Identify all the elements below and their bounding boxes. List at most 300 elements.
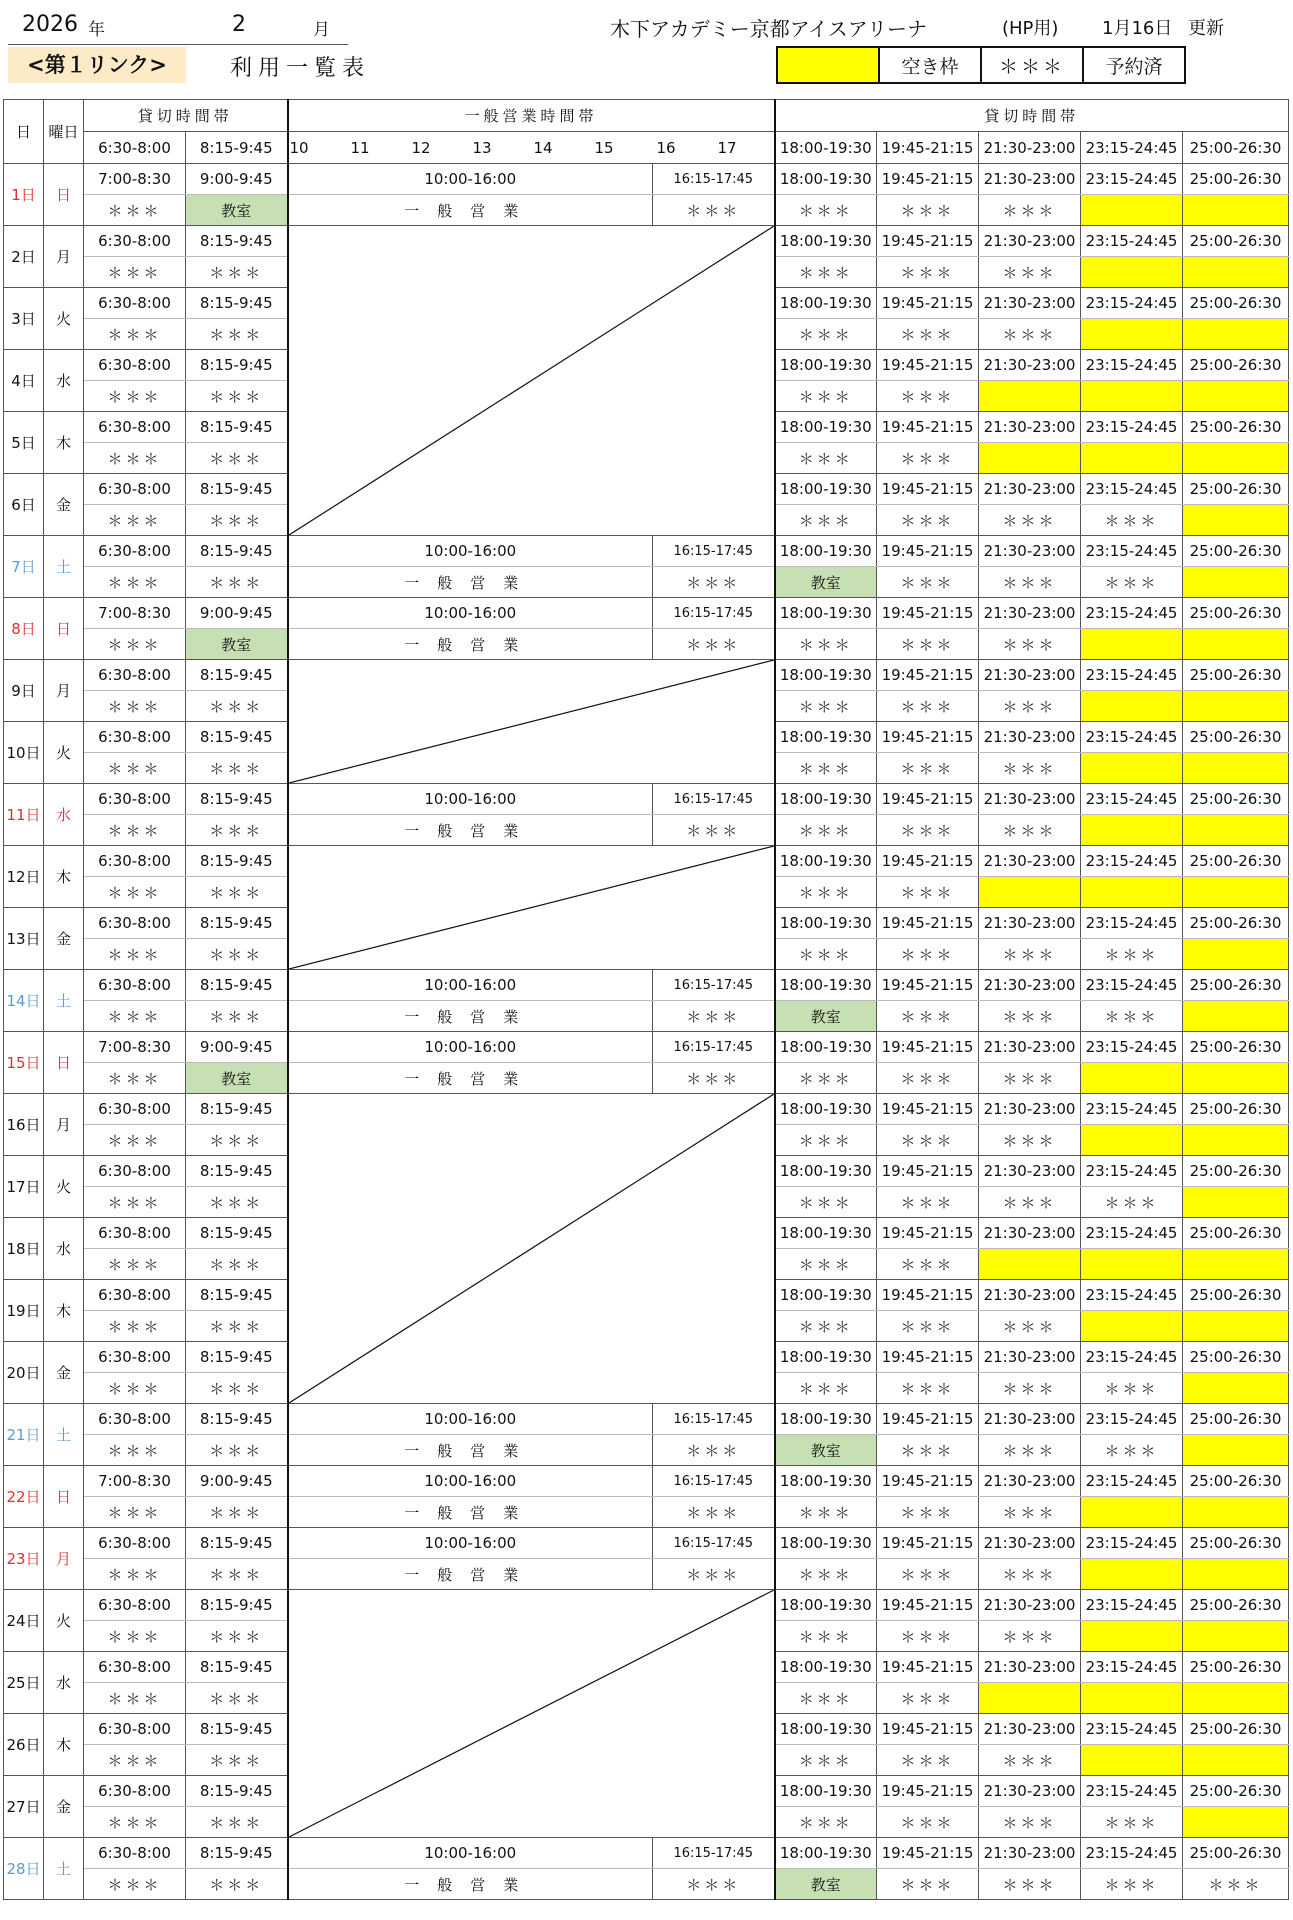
diagonal-line (289, 846, 774, 969)
reserved-slot: ＊＊＊ (186, 939, 288, 970)
evening-time: 25:00-26:30 (1183, 164, 1289, 195)
morning-time: 8:15-9:45 (186, 1776, 288, 1807)
evening-time: 23:15-24:45 (1081, 1838, 1183, 1869)
evening-time: 25:00-26:30 (1183, 722, 1289, 753)
reserved-slot: ＊＊＊ (84, 1621, 186, 1652)
closed-block (288, 660, 775, 784)
morning-time: 8:15-9:45 (186, 536, 288, 567)
empty-slot (1183, 815, 1289, 846)
empty-slot (1183, 567, 1289, 598)
closed-block (288, 1094, 775, 1404)
late-slot-time: 16:15-17:45 (653, 536, 775, 567)
col-evening-3: 21:30-23:00 (979, 132, 1081, 164)
ippan-label: 一般営業 (288, 1063, 653, 1094)
reserved-slot: ＊＊＊ (877, 939, 979, 970)
day-cell: 25日 (4, 1652, 44, 1714)
evening-time: 19:45-21:15 (877, 412, 979, 443)
ippan-label: 一般営業 (288, 815, 653, 846)
empty-slot (1183, 1683, 1289, 1714)
evening-time: 21:30-23:00 (979, 1218, 1081, 1249)
late-slot: ＊＊＊ (653, 815, 775, 846)
morning-time: 8:15-9:45 (186, 1714, 288, 1745)
evening-time: 18:00-19:30 (775, 846, 877, 877)
empty-slot (1081, 319, 1183, 350)
hour-tick: 15 (594, 139, 614, 157)
morning-time: 8:15-9:45 (186, 1280, 288, 1311)
empty-slot (1081, 877, 1183, 908)
evening-time: 19:45-21:15 (877, 1838, 979, 1869)
reserved-slot: ＊＊＊ (186, 877, 288, 908)
hour-tick: 14 (533, 139, 553, 157)
col-kashikiri-pm: 貸切時間帯 (775, 100, 1289, 132)
evening-time: 19:45-21:15 (877, 1280, 979, 1311)
reserved-slot: ＊＊＊ (877, 1001, 979, 1032)
evening-time: 19:45-21:15 (877, 350, 979, 381)
day-cell: 10日 (4, 722, 44, 784)
empty-slot (979, 1249, 1081, 1280)
morning-time: 6:30-8:00 (84, 1590, 186, 1621)
dow-cell: 月 (44, 226, 84, 288)
late-slot-time: 16:15-17:45 (653, 598, 775, 629)
morning-time: 6:30-8:00 (84, 1404, 186, 1435)
reserved-slot: ＊＊＊ (186, 1745, 288, 1776)
classroom-slot: 教室 (775, 567, 877, 598)
empty-slot (1183, 1125, 1289, 1156)
empty-slot (1183, 1497, 1289, 1528)
evening-time: 23:15-24:45 (1081, 598, 1183, 629)
evening-time: 19:45-21:15 (877, 908, 979, 939)
morning-time: 6:30-8:00 (84, 412, 186, 443)
reserved-slot: ＊＊＊ (979, 629, 1081, 660)
reserved-slot: ＊＊＊ (979, 939, 1081, 970)
empty-slot (1183, 319, 1289, 350)
evening-time: 23:15-24:45 (1081, 350, 1183, 381)
evening-time: 25:00-26:30 (1183, 1714, 1289, 1745)
ippan-label: 一般営業 (288, 1497, 653, 1528)
reserved-slot: ＊＊＊ (877, 815, 979, 846)
reserved-slot: ＊＊＊ (186, 1683, 288, 1714)
empty-slot (1081, 1745, 1183, 1776)
reserved-slot: ＊＊＊ (877, 1125, 979, 1156)
day-cell: 26日 (4, 1714, 44, 1776)
evening-time: 18:00-19:30 (775, 1342, 877, 1373)
ippan-time: 10:00-16:00 (288, 1404, 653, 1435)
morning-time: 8:15-9:45 (186, 350, 288, 381)
reserved-slot: ＊＊＊ (186, 691, 288, 722)
evening-time: 25:00-26:30 (1183, 660, 1289, 691)
evening-time: 21:30-23:00 (979, 1156, 1081, 1187)
late-slot-time: 16:15-17:45 (653, 1466, 775, 1497)
evening-time: 18:00-19:30 (775, 164, 877, 195)
morning-time: 6:30-8:00 (84, 474, 186, 505)
empty-slot (1081, 1063, 1183, 1094)
evening-time: 18:00-19:30 (775, 908, 877, 939)
reserved-slot: ＊＊＊ (877, 1745, 979, 1776)
day-cell: 9日 (4, 660, 44, 722)
evening-time: 23:15-24:45 (1081, 784, 1183, 815)
table-row (4, 1404, 1289, 1435)
table-row (4, 1435, 1289, 1466)
reserved-slot: ＊＊＊ (979, 1497, 1081, 1528)
morning-time: 9:00-9:45 (186, 598, 288, 629)
evening-time: 25:00-26:30 (1183, 350, 1289, 381)
reserved-slot: ＊＊＊ (877, 567, 979, 598)
evening-time: 25:00-26:30 (1183, 536, 1289, 567)
day-cell: 21日 (4, 1404, 44, 1466)
empty-slot (1183, 1373, 1289, 1404)
table-row (4, 1590, 1289, 1621)
evening-time: 18:00-19:30 (775, 1404, 877, 1435)
col-evening-1: 18:00-19:30 (775, 132, 877, 164)
empty-slot (1183, 1435, 1289, 1466)
ippan-time: 10:00-16:00 (288, 1528, 653, 1559)
reserved-slot: ＊＊＊ (84, 1063, 186, 1094)
evening-time: 18:00-19:30 (775, 1280, 877, 1311)
morning-time: 6:30-8:00 (84, 1714, 186, 1745)
day-cell: 22日 (4, 1466, 44, 1528)
table-row (4, 1869, 1289, 1900)
morning-time: 8:15-9:45 (186, 1838, 288, 1869)
morning-time: 8:15-9:45 (186, 1156, 288, 1187)
empty-slot (1183, 381, 1289, 412)
morning-time: 6:30-8:00 (84, 1156, 186, 1187)
reserved-slot: ＊＊＊ (186, 1187, 288, 1218)
empty-slot (1081, 815, 1183, 846)
dow-cell: 木 (44, 846, 84, 908)
morning-time: 8:15-9:45 (186, 226, 288, 257)
evening-time: 19:45-21:15 (877, 660, 979, 691)
dow-cell: 土 (44, 1404, 84, 1466)
evening-time: 23:15-24:45 (1081, 288, 1183, 319)
morning-time: 6:30-8:00 (84, 660, 186, 691)
reserved-slot: ＊＊＊ (775, 1807, 877, 1838)
reserved-slot: ＊＊＊ (775, 381, 877, 412)
reserved-slot: ＊＊＊ (877, 1063, 979, 1094)
evening-time: 23:15-24:45 (1081, 1528, 1183, 1559)
day-cell: 20日 (4, 1342, 44, 1404)
reserved-slot: ＊＊＊ (877, 381, 979, 412)
evening-time: 18:00-19:30 (775, 350, 877, 381)
reserved-slot: ＊＊＊ (979, 1001, 1081, 1032)
morning-time: 7:00-8:30 (84, 598, 186, 629)
reserved-slot: ＊＊＊ (186, 1373, 288, 1404)
late-slot-time: 16:15-17:45 (653, 784, 775, 815)
reserved-slot: ＊＊＊ (775, 1125, 877, 1156)
morning-time: 6:30-8:00 (84, 1218, 186, 1249)
morning-time: 8:15-9:45 (186, 474, 288, 505)
reserved-slot: ＊＊＊ (979, 505, 1081, 536)
empty-slot (1081, 1249, 1183, 1280)
morning-time: 8:15-9:45 (186, 1404, 288, 1435)
reserved-slot: ＊＊＊ (84, 1435, 186, 1466)
dow-cell: 日 (44, 598, 84, 660)
morning-time: 8:15-9:45 (186, 1652, 288, 1683)
evening-time: 23:15-24:45 (1081, 660, 1183, 691)
day-cell: 16日 (4, 1094, 44, 1156)
reserved-slot: ＊＊＊ (775, 1311, 877, 1342)
dow-cell: 日 (44, 1032, 84, 1094)
day-cell: 8日 (4, 598, 44, 660)
reserved-slot: ＊＊＊ (1081, 505, 1183, 536)
reserved-slot: ＊＊＊ (1081, 1373, 1183, 1404)
evening-time: 23:15-24:45 (1081, 1218, 1183, 1249)
evening-time: 19:45-21:15 (877, 288, 979, 319)
reserved-slot: ＊＊＊ (186, 1869, 288, 1900)
reserved-slot: ＊＊＊ (877, 1249, 979, 1280)
dow-cell: 火 (44, 1156, 84, 1218)
evening-time: 21:30-23:00 (979, 1652, 1081, 1683)
evening-time: 23:15-24:45 (1081, 1280, 1183, 1311)
reserved-slot: ＊＊＊ (979, 1125, 1081, 1156)
evening-time: 18:00-19:30 (775, 1590, 877, 1621)
reserved-slot: ＊＊＊ (979, 1807, 1081, 1838)
col-evening-4: 23:15-24:45 (1081, 132, 1183, 164)
evening-time: 23:15-24:45 (1081, 474, 1183, 505)
empty-slot (1183, 1745, 1289, 1776)
evening-time: 18:00-19:30 (775, 1714, 877, 1745)
classroom-slot: 教室 (775, 1435, 877, 1466)
morning-time: 6:30-8:00 (84, 1776, 186, 1807)
empty-slot (1183, 1311, 1289, 1342)
reserved-slot: ＊＊＊ (877, 1497, 979, 1528)
evening-time: 23:15-24:45 (1081, 1032, 1183, 1063)
empty-slot (1081, 381, 1183, 412)
legend (776, 46, 1186, 84)
evening-time: 18:00-19:30 (775, 1466, 877, 1497)
evening-time: 25:00-26:30 (1183, 1652, 1289, 1683)
ippan-time: 10:00-16:00 (288, 1032, 653, 1063)
ippan-label: 一般営業 (288, 1559, 653, 1590)
table-row (4, 1063, 1289, 1094)
evening-time: 21:30-23:00 (979, 1714, 1081, 1745)
evening-time: 21:30-23:00 (979, 164, 1081, 195)
reserved-slot: ＊＊＊ (1081, 1001, 1183, 1032)
schedule-table (3, 99, 1289, 1900)
morning-time: 6:30-8:00 (84, 288, 186, 319)
empty-slot (1081, 1683, 1183, 1714)
day-cell: 17日 (4, 1156, 44, 1218)
evening-time: 21:30-23:00 (979, 970, 1081, 1001)
day-cell: 28日 (4, 1838, 44, 1900)
ippan-time: 10:00-16:00 (288, 1838, 653, 1869)
evening-time: 18:00-19:30 (775, 226, 877, 257)
col-ippan: 一般営業時間帯 (288, 100, 775, 132)
dow-cell: 木 (44, 412, 84, 474)
reserved-slot: ＊＊＊ (186, 1311, 288, 1342)
late-slot: ＊＊＊ (653, 1869, 775, 1900)
morning-time: 8:15-9:45 (186, 1528, 288, 1559)
reserved-slot: ＊＊＊ (979, 753, 1081, 784)
reserved-slot: ＊＊＊ (979, 1621, 1081, 1652)
dow-cell: 火 (44, 288, 84, 350)
reserved-slot: ＊＊＊ (186, 1621, 288, 1652)
reserved-slot: ＊＊＊ (186, 1807, 288, 1838)
dow-cell: 水 (44, 1218, 84, 1280)
late-slot: ＊＊＊ (653, 1001, 775, 1032)
evening-time: 25:00-26:30 (1183, 412, 1289, 443)
evening-time: 18:00-19:30 (775, 784, 877, 815)
empty-slot (979, 877, 1081, 908)
reserved-slot: ＊＊＊ (1183, 1869, 1289, 1900)
col-dow: 曜日 (44, 100, 84, 164)
evening-time: 21:30-23:00 (979, 1838, 1081, 1869)
table-row (4, 660, 1289, 691)
morning-time: 6:30-8:00 (84, 1652, 186, 1683)
empty-slot (1183, 1001, 1289, 1032)
evening-time: 25:00-26:30 (1183, 846, 1289, 877)
morning-time: 6:30-8:00 (84, 226, 186, 257)
reserved-slot: ＊＊＊ (877, 1559, 979, 1590)
evening-time: 19:45-21:15 (877, 1032, 979, 1063)
reserved-slot: ＊＊＊ (775, 939, 877, 970)
evening-time: 25:00-26:30 (1183, 1342, 1289, 1373)
evening-time: 25:00-26:30 (1183, 1156, 1289, 1187)
reserved-slot: ＊＊＊ (84, 1125, 186, 1156)
evening-time: 23:15-24:45 (1081, 1776, 1183, 1807)
evening-time: 21:30-23:00 (979, 784, 1081, 815)
empty-slot (1081, 1311, 1183, 1342)
day-cell: 18日 (4, 1218, 44, 1280)
year: 2026 (22, 12, 78, 37)
reserved-slot: ＊＊＊ (84, 257, 186, 288)
evening-time: 21:30-23:00 (979, 1590, 1081, 1621)
empty-slot (1183, 1249, 1289, 1280)
day-cell: 6日 (4, 474, 44, 536)
reserved-slot: ＊＊＊ (84, 815, 186, 846)
evening-time: 19:45-21:15 (877, 164, 979, 195)
dow-cell: 月 (44, 1528, 84, 1590)
day-cell: 1日 (4, 164, 44, 226)
hour-tick: 12 (411, 139, 431, 157)
reserved-slot: ＊＊＊ (877, 1683, 979, 1714)
hp-label: (HP用) (1002, 18, 1059, 39)
evening-time: 19:45-21:15 (877, 1156, 979, 1187)
empty-slot (1081, 1559, 1183, 1590)
evening-time: 21:30-23:00 (979, 350, 1081, 381)
reserved-slot: ＊＊＊ (877, 1869, 979, 1900)
reserved-slot: ＊＊＊ (84, 443, 186, 474)
reserved-slot: ＊＊＊ (84, 1807, 186, 1838)
evening-time: 21:30-23:00 (979, 288, 1081, 319)
dow-cell: 土 (44, 536, 84, 598)
reserved-slot: ＊＊＊ (979, 1559, 1081, 1590)
ippan-label: 一般営業 (288, 1435, 653, 1466)
reserved-slot: ＊＊＊ (877, 257, 979, 288)
morning-time: 7:00-8:30 (84, 1032, 186, 1063)
dow-cell: 日 (44, 1466, 84, 1528)
empty-slot (1183, 505, 1289, 536)
evening-time: 25:00-26:30 (1183, 1590, 1289, 1621)
dow-cell: 火 (44, 722, 84, 784)
reserved-slot: ＊＊＊ (84, 1683, 186, 1714)
rink-label: <第１リンク> (8, 47, 186, 83)
evening-time: 23:15-24:45 (1081, 1714, 1183, 1745)
evening-time: 21:30-23:00 (979, 1094, 1081, 1125)
dow-cell: 金 (44, 474, 84, 536)
classroom-slot: 教室 (186, 1063, 288, 1094)
evening-time: 21:30-23:00 (979, 536, 1081, 567)
reserved-slot: ＊＊＊ (84, 505, 186, 536)
evening-time: 23:15-24:45 (1081, 412, 1183, 443)
reserved-slot: ＊＊＊ (84, 877, 186, 908)
reserved-slot: ＊＊＊ (84, 319, 186, 350)
hour-tick: 17 (717, 139, 737, 157)
dow-cell: 土 (44, 1838, 84, 1900)
morning-time: 8:15-9:45 (186, 1590, 288, 1621)
table-row (4, 1497, 1289, 1528)
reserved-slot: ＊＊＊ (186, 257, 288, 288)
evening-time: 19:45-21:15 (877, 1528, 979, 1559)
reserved-slot: ＊＊＊ (877, 691, 979, 722)
reserved-slot: ＊＊＊ (775, 691, 877, 722)
reserved-slot: ＊＊＊ (979, 691, 1081, 722)
hour-tick: 16 (656, 139, 676, 157)
late-slot-time: 16:15-17:45 (653, 1528, 775, 1559)
reserved-slot: ＊＊＊ (84, 1311, 186, 1342)
empty-slot (1183, 1621, 1289, 1652)
col-morning-2: 8:15-9:45 (186, 132, 288, 164)
ippan-time: 10:00-16:00 (288, 598, 653, 629)
evening-time: 25:00-26:30 (1183, 1280, 1289, 1311)
day-cell: 11日 (4, 784, 44, 846)
evening-time: 25:00-26:30 (1183, 908, 1289, 939)
reserved-slot: ＊＊＊ (775, 443, 877, 474)
late-slot: ＊＊＊ (653, 1063, 775, 1094)
evening-time: 18:00-19:30 (775, 1528, 877, 1559)
evening-time: 18:00-19:30 (775, 1776, 877, 1807)
empty-slot (1081, 195, 1183, 226)
reserved-slot: ＊＊＊ (775, 1063, 877, 1094)
dow-cell: 金 (44, 908, 84, 970)
empty-slot (1183, 195, 1289, 226)
evening-time: 19:45-21:15 (877, 1590, 979, 1621)
table-row (4, 195, 1289, 226)
day-cell: 7日 (4, 536, 44, 598)
morning-time: 9:00-9:45 (186, 164, 288, 195)
month: 2 (232, 12, 246, 37)
hour-tick: 10 (289, 139, 309, 157)
empty-slot (1183, 939, 1289, 970)
empty-slot (979, 1683, 1081, 1714)
legend-reserved-label: 予約済 (1083, 47, 1185, 83)
evening-time: 18:00-19:30 (775, 288, 877, 319)
evening-time: 23:15-24:45 (1081, 536, 1183, 567)
reserved-slot: ＊＊＊ (1081, 1187, 1183, 1218)
day-cell: 15日 (4, 1032, 44, 1094)
morning-time: 6:30-8:00 (84, 1342, 186, 1373)
reserved-slot: ＊＊＊ (84, 1745, 186, 1776)
evening-time: 19:45-21:15 (877, 784, 979, 815)
morning-time: 8:15-9:45 (186, 1218, 288, 1249)
reserved-slot: ＊＊＊ (84, 381, 186, 412)
dow-cell: 木 (44, 1714, 84, 1776)
empty-slot (1081, 629, 1183, 660)
evening-time: 19:45-21:15 (877, 536, 979, 567)
reserved-slot: ＊＊＊ (84, 1497, 186, 1528)
evening-time: 25:00-26:30 (1183, 474, 1289, 505)
reserved-slot: ＊＊＊ (1081, 1435, 1183, 1466)
table-row (4, 1559, 1289, 1590)
evening-time: 19:45-21:15 (877, 1404, 979, 1435)
table-row (4, 815, 1289, 846)
reserved-slot: ＊＊＊ (775, 505, 877, 536)
empty-slot (1183, 443, 1289, 474)
reserved-slot: ＊＊＊ (877, 877, 979, 908)
morning-time: 6:30-8:00 (84, 970, 186, 1001)
morning-time: 8:15-9:45 (186, 412, 288, 443)
evening-time: 25:00-26:30 (1183, 784, 1289, 815)
morning-time: 8:15-9:45 (186, 846, 288, 877)
